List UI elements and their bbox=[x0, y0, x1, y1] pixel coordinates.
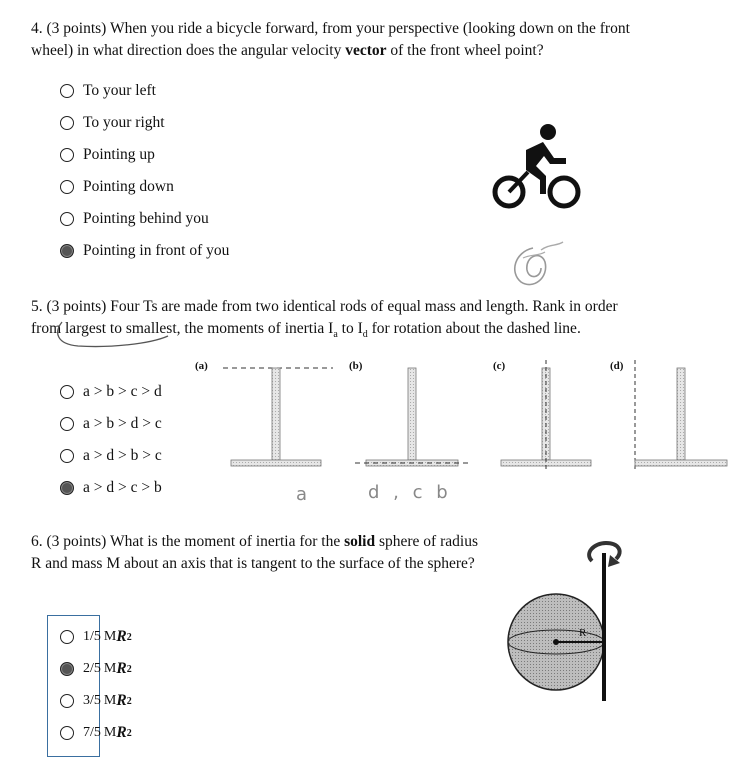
radio-icon[interactable] bbox=[60, 417, 74, 431]
radius-label: R bbox=[579, 627, 587, 639]
radio-selected-icon[interactable] bbox=[60, 244, 74, 258]
panel-label-c: (c) bbox=[493, 360, 506, 372]
q5-prompt-line1: 5. (3 points) Four Ts are made from two identical rods of equal mass and length. Rank in order bbox=[31, 298, 618, 315]
q4-prompt-vector: vector bbox=[345, 42, 387, 59]
panel-label-d: (d) bbox=[610, 360, 624, 372]
t-rods-diagram bbox=[215, 360, 745, 480]
panel-label-b: (b) bbox=[349, 360, 363, 372]
q6-option-7-5[interactable]: 7/5 M R 2 bbox=[60, 724, 132, 742]
q4-option-down[interactable]: Pointing down bbox=[60, 178, 174, 196]
bicyclist-icon bbox=[488, 120, 584, 216]
radio-icon[interactable] bbox=[60, 630, 74, 644]
q4-prompt-line2a: wheel) in what direction does the angular velocity bbox=[31, 42, 346, 59]
radio-selected-icon[interactable] bbox=[60, 481, 74, 495]
q4-option-right[interactable]: To your right bbox=[60, 114, 165, 132]
q5-option-abcd[interactable]: a > b > c > d bbox=[60, 383, 162, 401]
q4-option-left[interactable]: To your left bbox=[60, 82, 156, 100]
q4-option-behind[interactable]: Pointing behind you bbox=[60, 210, 209, 228]
handwriting-dcb: d , c b bbox=[368, 482, 452, 503]
radio-selected-icon[interactable] bbox=[60, 662, 74, 676]
t-diagram-a bbox=[223, 368, 333, 466]
q6-option-1-5[interactable]: 1/5 M R 2 bbox=[60, 628, 132, 646]
t-diagram-c bbox=[501, 360, 591, 472]
q4-option-front[interactable]: Pointing in front of you bbox=[60, 242, 229, 260]
q6-prompt: 6. (3 points) What is the moment of inertia for the solid sphere of radius R and mass M about an axis that is tangent to the surface of the sphere? bbox=[31, 533, 478, 572]
radio-icon[interactable] bbox=[60, 726, 74, 740]
handwriting-a: a bbox=[296, 484, 308, 505]
radio-icon[interactable] bbox=[60, 212, 74, 226]
q4-prompt-line1: 4. (3 points) When you ride a bicycle forward, from your perspective (looking down on the front bbox=[31, 20, 630, 37]
q4-option-up[interactable]: Pointing up bbox=[60, 146, 155, 164]
radio-icon[interactable] bbox=[60, 116, 74, 130]
handwriting-circle-icon bbox=[50, 316, 180, 352]
sphere-tangent-axis-diagram bbox=[500, 535, 630, 705]
q5-option-adcb[interactable]: a > d > c > b bbox=[60, 479, 162, 497]
radio-icon[interactable] bbox=[60, 694, 74, 708]
handwriting-scribble-icon bbox=[505, 238, 575, 290]
q6-option-2-5[interactable]: 2/5 M R 2 bbox=[60, 660, 132, 678]
t-diagram-d bbox=[635, 360, 727, 472]
q5-option-adbc[interactable]: a > d > b > c bbox=[60, 447, 162, 465]
radio-icon[interactable] bbox=[60, 385, 74, 399]
radio-icon[interactable] bbox=[60, 449, 74, 463]
q4-prompt-line2c: of the front wheel point? bbox=[386, 42, 544, 59]
q6-prompt-solid: solid bbox=[344, 533, 376, 550]
radio-icon[interactable] bbox=[60, 180, 74, 194]
t-diagram-b bbox=[355, 368, 469, 466]
q5-prompt-line2a: from largest to smallest, the moments of inertia I bbox=[31, 320, 334, 337]
radio-icon[interactable] bbox=[60, 84, 74, 98]
panel-label-a: (a) bbox=[195, 360, 208, 372]
q5-prompt: 5. (3 points) Four Ts are made from two identical rods of equal mass and length. Rank in order from largest to smallest, the moments of inertia $I_a$ to $I_d$ for rotation about the dashed line. bbox=[31, 298, 618, 341]
q5-option-abdc[interactable]: a > b > d > c bbox=[60, 415, 162, 433]
radio-icon[interactable] bbox=[60, 148, 74, 162]
q4-prompt bbox=[31, 18, 731, 62]
q6-option-3-5[interactable]: 3/5 M R 2 bbox=[60, 692, 132, 710]
